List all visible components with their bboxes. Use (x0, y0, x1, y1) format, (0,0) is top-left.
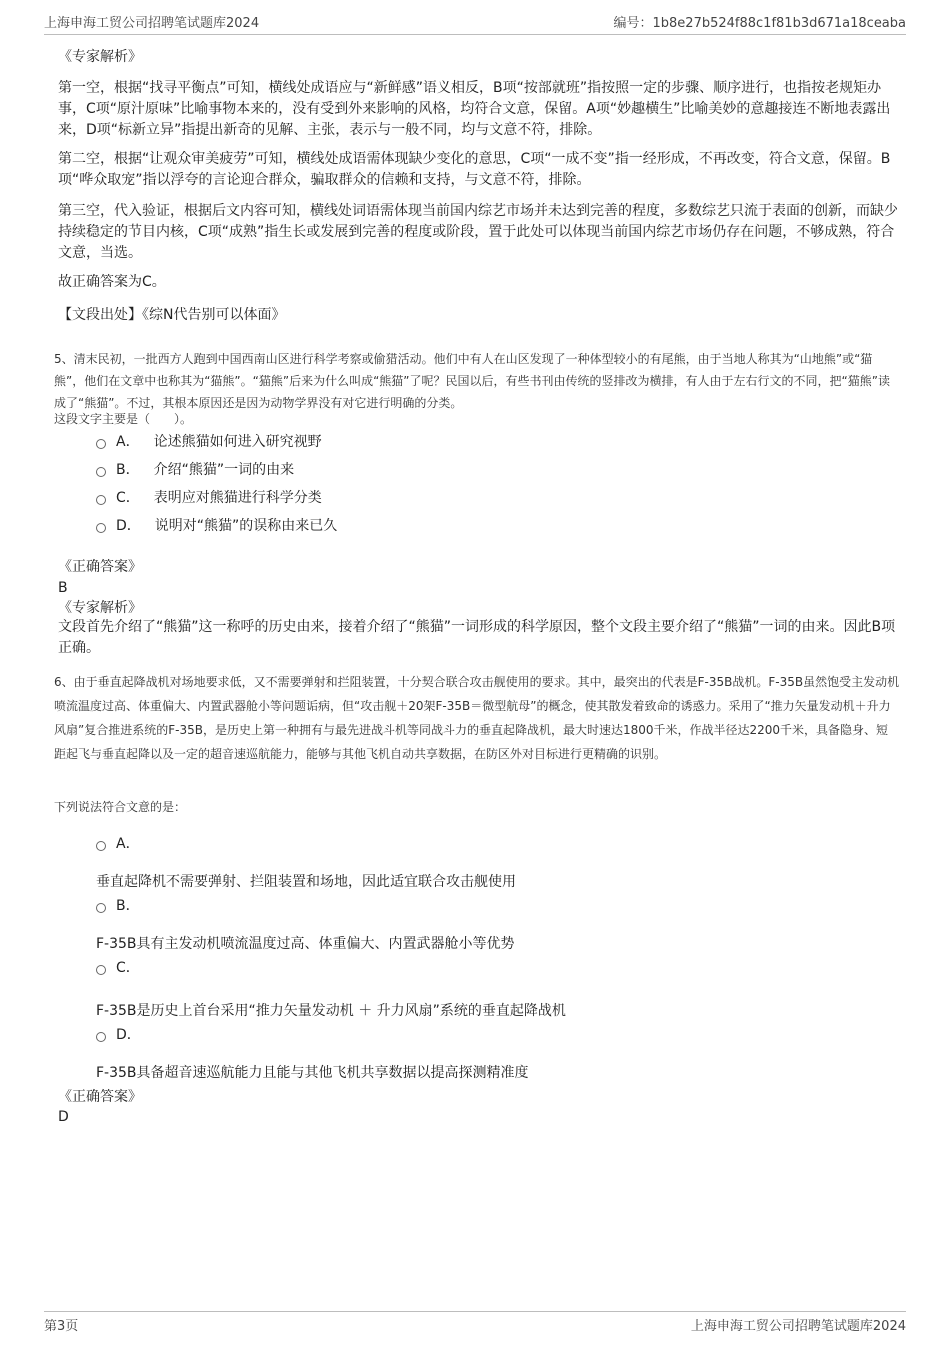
radio-button-icon[interactable] (96, 467, 106, 477)
question-6-option-a[interactable]: A． (96, 834, 140, 854)
question-6-answer-label: 《正确答案》 (58, 1089, 142, 1105)
question-5-option-c[interactable]: C． 表明应对熊猫进行科学分类 (96, 488, 322, 508)
question-5-option-b[interactable]: B． 介绍“熊猫”一词的由来 (96, 460, 294, 480)
question-5-stem: 5、清末民初，一批西方人跑到中国西南山区进行科学考察或偷猎活动。他们中有人在山区发现了一种体型较小的有尾熊，由于当地人称其为“山地熊”或“猫熊”，他们在文章中也称其为“猫熊”。“猫熊”后来为什么叫成“熊猫”了呢？民国以后，有些书刊由传统的竖排改为横排，有人由于左右行文的不同，把“猫熊”读成了“熊猫”。不过，其根本原因还是因为动物学界没有对它进行明确的分类。 (54, 352, 890, 410)
page-number: 第3页 (44, 1319, 79, 1334)
question-5-prompt: 这段文字主要是（ ）。 (54, 412, 193, 426)
analysis-conclusion: 故正确答案为C。 (58, 274, 166, 290)
radio-button-icon[interactable] (96, 523, 106, 533)
analysis-paragraph-3: 第三空，代入验证，根据后文内容可知，横线处词语需体现当前国内综艺市场并未达到完善的程度，多数综艺只流于表面的创新，而缺少持续稳定的节目内核，C项“成熟”指生长或发展到完善的程度或阶段，置于此处可以体现当前国内综艺市场仍存在问题，不够成熟，符合文意，当选。 (58, 203, 898, 261)
analysis-paragraph-2: 第二空，根据“让观众审美疲劳”可知，横线处成语需体现缺少变化的意思，C项“一成不变”指一经形成，不再改变，符合文意，保留。B项“哗众取宠”指以浮夸的言论迎合群众，骗取群众的信赖和支持，与文意不符，排除。 (58, 151, 891, 188)
header-title: 上海申海工贸公司招聘笔试题库2024 (44, 16, 260, 31)
question-6-option-d-text: F-35B具备超音速巡航能力且能与其他飞机共享数据以提高探测精准度 (96, 1065, 529, 1081)
question-5-analysis: 文段首先介绍了“熊猫”这一称呼的历史由来，接着介绍了“熊猫”一词形成的科学原因，整个文段主要介绍了“熊猫”一词的由来。因此B项正确。 (58, 619, 896, 656)
analysis-label: 《专家解析》 (58, 49, 142, 65)
radio-button-icon[interactable] (96, 841, 106, 851)
question-6-option-c[interactable]: C． (96, 958, 140, 978)
question-6-option-d[interactable]: D． (96, 1025, 141, 1045)
radio-button-icon[interactable] (96, 903, 106, 913)
radio-button-icon[interactable] (96, 965, 106, 975)
page-header (44, 12, 906, 35)
question-6-option-c-text: F-35B是历史上首台采用“推力矢量发动机 ＋ 升力风扇”系统的垂直起降战机 (96, 1003, 566, 1019)
footer-title: 上海申海工贸公司招聘笔试题库2024 (690, 1319, 906, 1334)
analysis-paragraph-1: 第一空，根据“找寻平衡点”可知，横线处成语应与“新鲜感”语义相反，B项“按部就班”指按照一定的步骤、顺序进行，也指按老规矩办事，C项“原汁原味”比喻事物本来的，没有受到外来影响的风格，均符合文意，保留。A项“妙趣横生”比喻美妙的意趣接连不断地表露出来，D项“标新立异”指提出新奇的见解、主张，表示与一般不同，均与文意不符，排除。 (58, 80, 891, 138)
question-6-option-b[interactable]: B． (96, 896, 140, 916)
page-footer (44, 1311, 906, 1334)
radio-button-icon[interactable] (96, 1032, 106, 1042)
question-5-option-a[interactable]: A． 论述熊猫如何进入研究视野 (96, 432, 322, 452)
radio-button-icon[interactable] (96, 495, 106, 505)
question-5-analysis-label: 《专家解析》 (58, 600, 142, 616)
question-6-option-a-text: 垂直起降机不需要弹射、拦阻装置和场地，因此适宜联合攻击舰使用 (96, 874, 516, 890)
question-5-option-d[interactable]: D． 说明对“熊猫”的误称由来已久 (96, 516, 337, 536)
question-6-answer: D (58, 1109, 69, 1125)
question-6-prompt: 下列说法符合文意的是： (54, 800, 187, 814)
question-6-option-b-text: F-35B具有主发动机喷流温度过高、体重偏大、内置武器舱小等优势 (96, 936, 515, 952)
question-5-answer-label: 《正确答案》 (58, 559, 142, 575)
radio-button-icon[interactable] (96, 439, 106, 449)
question-5-answer: B (58, 580, 68, 596)
header-doc-id: 编号：1b8e27b524f88c1f81b3d671a18ceaba (613, 16, 906, 31)
source-citation: 【文段出处】《综N代告别可以体面》 (58, 307, 286, 323)
question-6-stem: 6、由于垂直起降战机对场地要求低，又不需要弹射和拦阻装置，十分契合联合攻击舰使用的要求。其中，最突出的代表是F-35B战机。F-35B虽然饱受主发动机喷流温度过高、体重偏大、内置武器舱小等问题诟病，但“攻击舰＋20架F-35B＝微型航母”的概念，使其散发着致命的诱惑力。采用了“推力矢量发动机＋升力风扇”复合推进系统的F-35B，是历史上第一种拥有与最先进战斗机等同战斗力的垂直起降战机，最大时速达1800千米，作战半径达2200千米，具备隐身、短距起飞与垂直起降以及一定的超音速巡航能力，能够与其他飞机自动共享数据，在防区外对目标进行更精确的识别。 (54, 675, 900, 761)
